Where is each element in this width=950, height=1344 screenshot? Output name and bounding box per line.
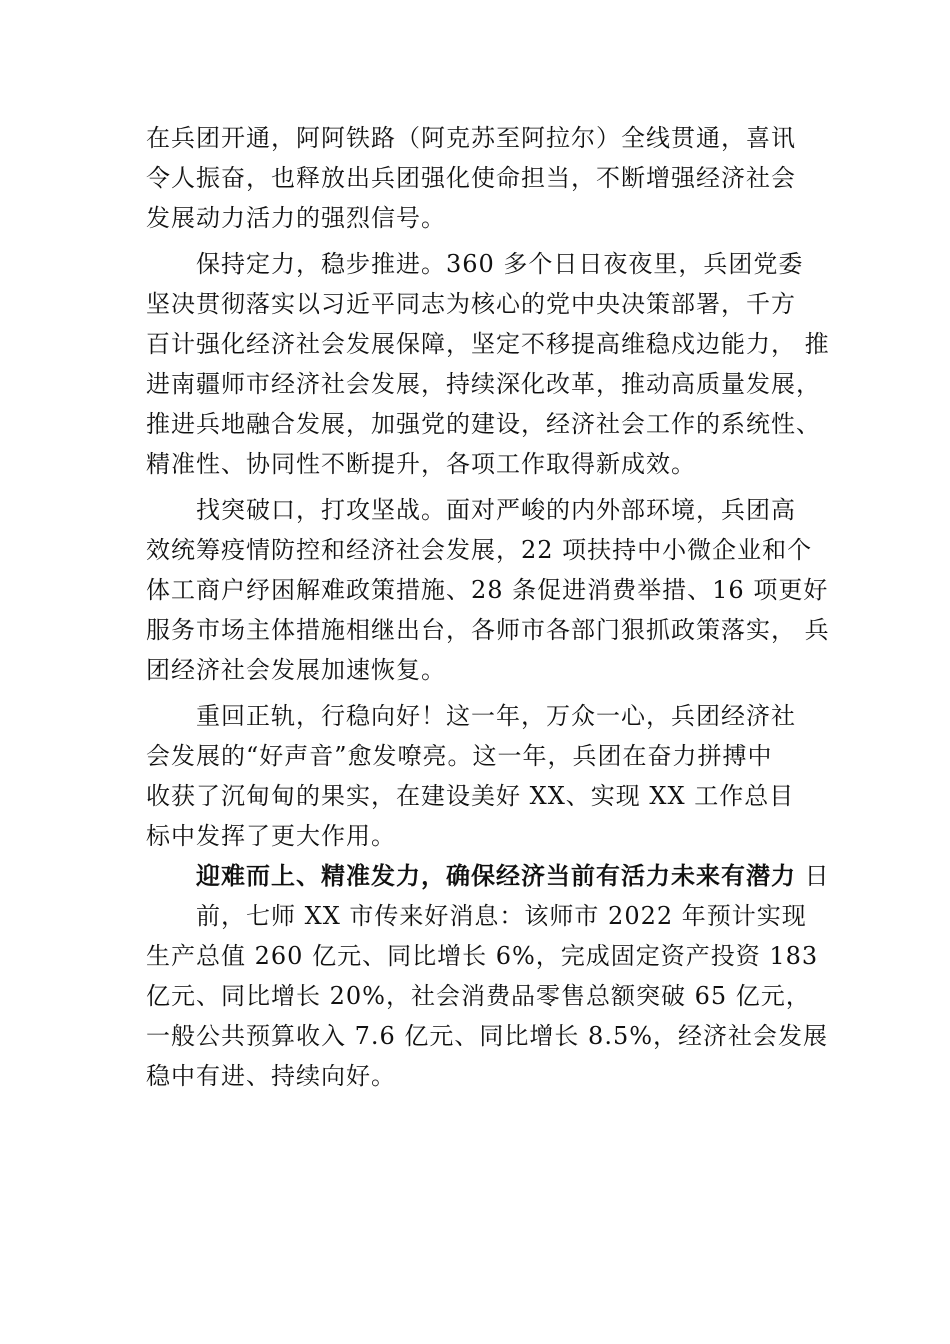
text-line: 令人振奋，也释放出兵团强化使命担当，不断增强经济社会 — [146, 164, 796, 192]
section-heading: 迎难而上、精准发力，确保经济当前有活力未来有潜力 — [196, 861, 796, 890]
text-line: 效统筹疫情防控和经济社会发展，22 项扶持中小微企业和个 — [146, 536, 813, 564]
text-line: 收获了沉甸甸的果实，在建设美好 XX、实现 XX 工作总目 — [146, 782, 795, 810]
text-line: 前，七师 XX 市传来好消息：该师市 2022 年预计实现 — [196, 902, 807, 930]
paragraph-start: 找突破口，打攻坚战。面对严峻的内外部环境，兵团高 — [196, 496, 796, 524]
text-line: 在兵团开通，阿阿铁路（阿克苏至阿拉尔）全线贯通，喜讯 — [146, 124, 796, 152]
text-line: 体工商户纾困解难政策措施、28 条促进消费举措、16 项更好 — [146, 576, 829, 604]
text-line: 坚决贯彻落实以习近平同志为核心的党中央决策部署，千方 — [146, 290, 796, 318]
text-line: 生产总值 260 亿元、同比增长 6%，完成固定资产投资 183 — [146, 942, 819, 970]
text-line: 精准性、协同性不断提升，各项工作取得新成效。 — [146, 450, 696, 478]
text-line: 亿元、同比增长 20%，社会消费品零售总额突破 65 亿元， — [146, 982, 811, 1010]
text-line: 一般公共预算收入 7.6 亿元、同比增长 8.5%，经济社会发展 — [146, 1022, 829, 1050]
text-line: 发展动力活力的强烈信号。 — [146, 204, 446, 232]
text-line: 稳中有进、持续向好。 — [146, 1062, 396, 1090]
text-line: 百计强化经济社会发展保障，坚定不移提高维稳戍边能力， 推 — [146, 330, 830, 358]
text-line: 推进兵地融合发展，加强党的建设，经济社会工作的系统性、 — [146, 410, 821, 438]
text-line: 标中发挥了更大作用。 — [146, 822, 396, 850]
text-line: 团经济社会发展加速恢复。 — [146, 656, 446, 684]
heading-trailing-text: 日 — [804, 862, 830, 890]
text-line: 会发展的“好声音”愈发嘹亮。这一年，兵团在奋力拼搏中 — [146, 742, 773, 770]
section-heading-line — [196, 856, 830, 896]
paragraph-start: 重回正轨，行稳向好！这一年，万众一心，兵团经济社 — [196, 702, 796, 730]
paragraph-start: 保持定力，稳步推进。360 多个日日夜夜里，兵团党委 — [196, 250, 804, 278]
text-line: 服务市场主体措施相继出台，各师市各部门狠抓政策落实， 兵 — [146, 616, 830, 644]
text-line: 进南疆师市经济社会发展，持续深化改革，推动高质量发展， — [146, 370, 821, 398]
